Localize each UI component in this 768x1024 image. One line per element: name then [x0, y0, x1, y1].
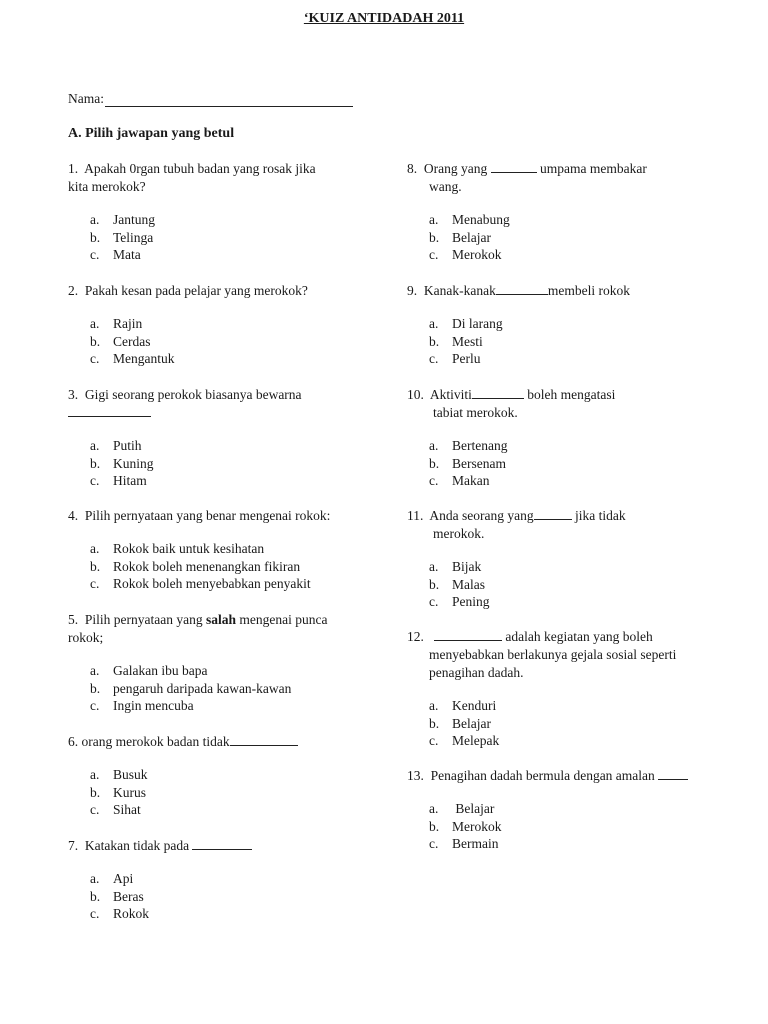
options-list [407, 211, 647, 264]
answer-blank[interactable] [534, 507, 572, 520]
option-b[interactable]: b. Kurus [90, 784, 146, 800]
question-9: 9. Kanak-kanak membeli rokok a. Di larang b. Mesti c. Perlu [407, 283, 630, 366]
option-b[interactable]: b. Belajar [429, 229, 491, 245]
answer-blank[interactable] [434, 628, 502, 641]
question-6 [68, 733, 298, 819]
options-list [407, 558, 626, 611]
option-b[interactable]: b. Malas [429, 576, 485, 592]
question-stem-line3: penagihan dadah. [429, 665, 524, 680]
question-number: 3. [68, 387, 79, 402]
option-a[interactable]: a. Rajin [90, 316, 143, 331]
option-b[interactable]: b. Beras [90, 888, 144, 904]
section-title: A. Pilih jawapan yang betul [68, 126, 235, 141]
option-b[interactable]: b. Mesti [429, 333, 483, 349]
question-number: 9. [407, 283, 418, 298]
option-a[interactable]: a. Api [90, 871, 134, 886]
option-a[interactable]: a. Bijak [429, 559, 482, 574]
name-field[interactable] [105, 92, 353, 107]
question-stem-line2: merokok. [433, 526, 485, 541]
option-a[interactable]: a. Galakan ibu bapa [90, 663, 208, 678]
question-stem-line2: rokok; [68, 630, 104, 645]
question-stem: Penagihan dadah bermula dengan amalan [430, 768, 655, 783]
options-list [68, 870, 252, 923]
option-a[interactable]: a. Belajar [429, 801, 495, 816]
options-list [68, 766, 298, 819]
question-number: 7. [68, 838, 79, 853]
option-a[interactable]: a. Jantung [90, 212, 155, 227]
page-title: ‘KUIZ ANTIDADAH 2011 [303, 11, 465, 26]
option-c[interactable]: c. Makan [429, 473, 490, 488]
answer-blank[interactable] [230, 733, 298, 746]
option-c[interactable]: c. Pening [429, 594, 490, 609]
option-b[interactable]: b. Kuning [90, 455, 154, 471]
question-number: 4. [68, 508, 79, 523]
option-a[interactable]: a. Rokok baik untuk kesihatan [90, 541, 265, 556]
option-c[interactable]: c. Rokok boleh menyebabkan penyakit [90, 576, 311, 591]
option-b[interactable]: b. pengaruh daripada kawan-kawan [90, 680, 292, 696]
option-c[interactable]: c. Perlu [429, 351, 481, 366]
name-row [68, 91, 353, 107]
question-stem-line2: kita merokok? [68, 179, 146, 194]
option-b[interactable]: b. Belajar [429, 715, 491, 731]
answer-blank[interactable] [491, 160, 537, 173]
question-number: 11. [407, 508, 424, 523]
option-b[interactable]: b. Rokok boleh menenangkan fikiran [90, 558, 301, 574]
options-list [68, 437, 302, 490]
option-a[interactable]: a. Busuk [90, 767, 148, 782]
question-stem-line2: tabiat merokok. [433, 405, 518, 420]
question-3 [68, 386, 302, 490]
option-c[interactable]: c. Mengantuk [90, 351, 175, 366]
options-list [407, 315, 630, 368]
question-number: 13. [407, 768, 424, 783]
question-number: 10. [407, 387, 424, 402]
option-b[interactable]: b. Cerdas [90, 333, 151, 349]
question-number: 2. [68, 283, 79, 298]
question-13 [407, 767, 688, 853]
question-7 [68, 837, 252, 923]
option-c[interactable]: c. Ingin mencuba [90, 698, 194, 713]
question-2 [68, 282, 308, 368]
question-1 [68, 160, 316, 264]
question-number: 1. [68, 161, 79, 176]
answer-blank[interactable] [192, 837, 252, 850]
question-8: 8. Orang yang umpama membakar wang. a. Menabung b. Belajar c. Merokok [407, 161, 647, 262]
option-c[interactable]: c. Hitam [90, 473, 147, 488]
option-a[interactable]: a. Menabung [429, 212, 510, 227]
options-list [407, 800, 688, 853]
question-stem-line2: menyebabkan berlakunya gejala sosial seperti [429, 647, 677, 662]
question-stem-line2: wang. [429, 179, 462, 194]
options-list [68, 211, 316, 264]
question-number: 8. [407, 161, 418, 176]
option-b[interactable]: b. Telinga [90, 229, 154, 245]
option-c[interactable]: c. Melepak [429, 733, 500, 748]
question-stem: Gigi seorang perokok biasanya bewarna [84, 387, 302, 402]
question-4 [68, 507, 330, 593]
option-c[interactable]: c. Sihat [90, 802, 141, 817]
question-stem: Pilih pernyataan yang benar mengenai rokok: [84, 508, 331, 523]
question-stem: Katakan tidak pada [84, 838, 190, 853]
question-stem: orang merokok badan tidak [81, 734, 230, 749]
emphasis-word: salah [205, 612, 236, 627]
question-stem: Pakah kesan pada pelajar yang merokok? [84, 283, 308, 298]
option-b[interactable]: b. Merokok [429, 818, 502, 834]
question-number: 6. [68, 734, 79, 749]
question-10: 10. Aktiviti boleh mengatasi tabiat merokok. a. Bertenang b. Bersenam c. Makan [407, 387, 616, 488]
answer-blank[interactable] [496, 282, 548, 295]
option-a[interactable]: a. Kenduri [429, 698, 497, 713]
options-list [407, 697, 676, 750]
name-label: Nama: [68, 91, 104, 106]
question-11: 11. Anda seorang yang jika tidak merokok. a. Bijak b. Malas c. Pening [407, 508, 626, 609]
question-stem: Apakah 0rgan tubuh badan yang rosak jika [84, 161, 316, 176]
answer-blank[interactable] [658, 767, 688, 780]
answer-blank[interactable] [472, 386, 524, 399]
question-12: 12. adalah kegiatan yang boleh menyebabkan berlakunya gejala sosial seperti penagihan dadah. a. Kenduri b. Belajar c. Melepak [407, 629, 677, 748]
option-c[interactable]: c. Rokok [90, 906, 150, 921]
options-list [68, 662, 327, 715]
option-c[interactable]: c. Merokok [429, 247, 502, 262]
options-list [68, 315, 308, 368]
options-list [407, 437, 615, 490]
question-number: 12. [407, 629, 424, 644]
question-5: 5. Pilih pernyataan yang salah mengenai punca rokok; a. Galakan ibu bapa b. pengaruh daripada kawan-kawan c. Ingin mencuba [68, 612, 328, 713]
option-b[interactable]: b. Bersenam [429, 455, 506, 471]
option-a[interactable]: a. Putih [90, 438, 142, 453]
option-a[interactable]: a. Bertenang [429, 438, 508, 453]
answer-blank[interactable] [68, 404, 151, 417]
option-a[interactable]: a. Di larang [429, 316, 503, 331]
option-c[interactable]: c. Bermain [429, 836, 499, 851]
option-c[interactable]: c. Mata [90, 247, 141, 262]
question-number: 5. [68, 612, 79, 627]
options-list [68, 540, 330, 593]
